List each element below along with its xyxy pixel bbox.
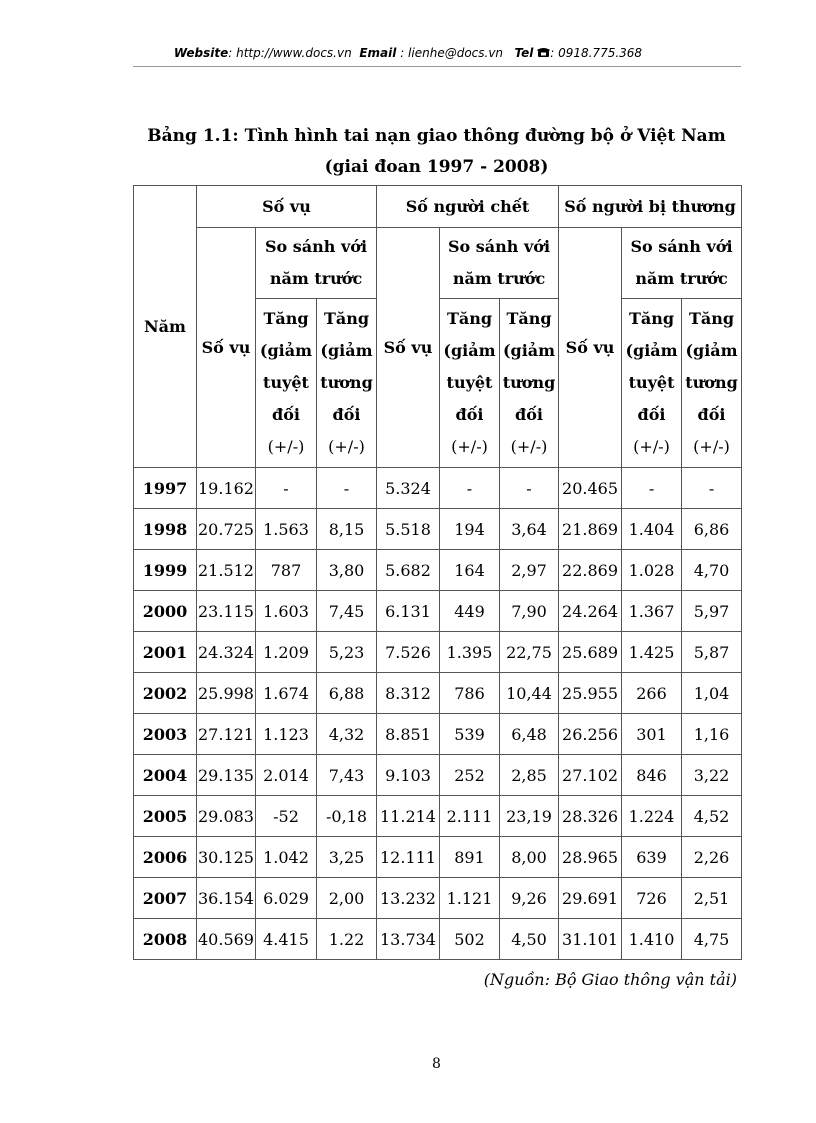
sub-header-relative: Tăng (giảm tương đối (+/-) [682, 299, 742, 468]
sub-header-relative: Tăng (giảm tương đối (+/-) [317, 299, 377, 468]
table-row [134, 591, 742, 632]
table-row [134, 919, 742, 960]
header-row-1 [134, 186, 742, 228]
row-year: 2001 [134, 632, 197, 673]
table-cell: - [622, 468, 682, 509]
table-cell: 846 [622, 755, 682, 796]
table-cell: 639 [622, 837, 682, 878]
table-row [134, 509, 742, 550]
table-cell: 4,50 [500, 919, 559, 960]
table-cell: 502 [440, 919, 500, 960]
group-header-deaths: Số người chết [377, 186, 559, 228]
table-cell: 7,90 [500, 591, 559, 632]
table-row [134, 714, 742, 755]
table-cell: - [682, 468, 742, 509]
table-cell: 1.028 [622, 550, 682, 591]
table-cell: 1.563 [256, 509, 317, 550]
table-cell: 29.691 [559, 878, 622, 919]
table-cell: -0,18 [317, 796, 377, 837]
table-cell: 7,45 [317, 591, 377, 632]
table-cell: 6.131 [377, 591, 440, 632]
table-cell: 3,80 [317, 550, 377, 591]
accident-table [133, 185, 742, 960]
sub-header-count: Số vụ [197, 228, 256, 468]
table-cell: - [256, 468, 317, 509]
table-cell: 1.209 [256, 632, 317, 673]
table-cell: 30.125 [197, 837, 256, 878]
table-cell: 1.121 [440, 878, 500, 919]
table-cell: 2,97 [500, 550, 559, 591]
table-cell: 13.734 [377, 919, 440, 960]
table-cell: 1.224 [622, 796, 682, 837]
table-cell: 28.965 [559, 837, 622, 878]
sub-header-absolute: Tăng (giảm tuyệt đối (+/-) [256, 299, 317, 468]
table-cell: 20.725 [197, 509, 256, 550]
table-cell: 1.395 [440, 632, 500, 673]
row-year: 2000 [134, 591, 197, 632]
row-year: 2005 [134, 796, 197, 837]
phone-icon [537, 47, 550, 58]
row-year: 2008 [134, 919, 197, 960]
table-cell: 891 [440, 837, 500, 878]
table-cell: 2.014 [256, 755, 317, 796]
table-cell: 4,70 [682, 550, 742, 591]
table-cell: 2,51 [682, 878, 742, 919]
table-row [134, 468, 742, 509]
table-cell: 21.512 [197, 550, 256, 591]
table-cell: 20.465 [559, 468, 622, 509]
table-cell: 23,19 [500, 796, 559, 837]
table-cell: 1.674 [256, 673, 317, 714]
table-cell: 22,75 [500, 632, 559, 673]
col-year-header: Năm [134, 186, 197, 468]
table-cell: - [440, 468, 500, 509]
table-cell: 29.135 [197, 755, 256, 796]
header-divider [133, 66, 741, 67]
table-cell: 24.264 [559, 591, 622, 632]
table-cell: 1.425 [622, 632, 682, 673]
table-cell: 8,00 [500, 837, 559, 878]
table-cell: 5.682 [377, 550, 440, 591]
table-cell: 449 [440, 591, 500, 632]
table-cell: 1,16 [682, 714, 742, 755]
sub-header-relative: Tăng (giảm tương đối (+/-) [500, 299, 559, 468]
row-year: 1997 [134, 468, 197, 509]
table-cell: 9,26 [500, 878, 559, 919]
table-cell: 6,48 [500, 714, 559, 755]
row-year: 2002 [134, 673, 197, 714]
table-cell: 26.256 [559, 714, 622, 755]
table-title-line1: Bảng 1.1: Tình hình tai nạn giao thông đường bộ ở Việt Nam [147, 126, 726, 146]
table-cell: 19.162 [197, 468, 256, 509]
table-cell: 786 [440, 673, 500, 714]
table-cell: 9.103 [377, 755, 440, 796]
table-cell: 5,23 [317, 632, 377, 673]
group-header-accidents: Số vụ [197, 186, 377, 228]
table-cell: 25.689 [559, 632, 622, 673]
table-cell: 6,86 [682, 509, 742, 550]
table-row [134, 632, 742, 673]
row-year: 2004 [134, 755, 197, 796]
table-cell: 4,52 [682, 796, 742, 837]
table-cell: 1.603 [256, 591, 317, 632]
table-cell: 12.111 [377, 837, 440, 878]
table-cell: 2,26 [682, 837, 742, 878]
table-cell: 40.569 [197, 919, 256, 960]
table-cell: 36.154 [197, 878, 256, 919]
row-year: 1999 [134, 550, 197, 591]
table-cell: 194 [440, 509, 500, 550]
table-cell: 2,85 [500, 755, 559, 796]
table-cell: 6,88 [317, 673, 377, 714]
table-cell: 13.232 [377, 878, 440, 919]
source-note: (Nguồn: Bộ Giao thông vận tải) [483, 970, 737, 989]
table-row [134, 755, 742, 796]
page-number: 8 [432, 1056, 441, 1072]
table-cell: 4.415 [256, 919, 317, 960]
table-title-line2: (giai đoan 1997 - 2008) [324, 157, 549, 177]
table-cell: 10,44 [500, 673, 559, 714]
table-cell: 4,75 [682, 919, 742, 960]
tel-label: Tel [514, 46, 534, 60]
table-cell: 7.526 [377, 632, 440, 673]
table-cell: 3,22 [682, 755, 742, 796]
table-row [134, 796, 742, 837]
sub-header-compare: So sánh với năm trước [622, 228, 742, 299]
table-cell: -52 [256, 796, 317, 837]
sub-header-absolute: Tăng (giảm tuyệt đối (+/-) [440, 299, 500, 468]
table-cell: 28.326 [559, 796, 622, 837]
sub-header-compare: So sánh với năm trước [256, 228, 377, 299]
email-label: Email [359, 46, 397, 60]
website-label: Website [173, 46, 229, 60]
table-cell: 3,64 [500, 509, 559, 550]
table-cell: - [500, 468, 559, 509]
tel-value: : 0918.775.368 [550, 46, 643, 60]
table-cell: 24.324 [197, 632, 256, 673]
table-cell: 21.869 [559, 509, 622, 550]
table-cell: 7,43 [317, 755, 377, 796]
table-cell: - [317, 468, 377, 509]
table-cell: 1.410 [622, 919, 682, 960]
table-cell: 25.955 [559, 673, 622, 714]
table-cell: 27.121 [197, 714, 256, 755]
table-cell: 2.111 [440, 796, 500, 837]
table-cell: 539 [440, 714, 500, 755]
table-cell: 2,00 [317, 878, 377, 919]
sub-header-count: Số vụ [559, 228, 622, 468]
table-row [134, 837, 742, 878]
table-cell: 301 [622, 714, 682, 755]
table-cell: 1,04 [682, 673, 742, 714]
website-value: : http://www.docs.vn [228, 46, 352, 60]
table-cell: 8.312 [377, 673, 440, 714]
table-cell: 8,15 [317, 509, 377, 550]
table-cell: 31.101 [559, 919, 622, 960]
group-header-injuries: Số người bị thương [559, 186, 742, 228]
table-cell: 25.998 [197, 673, 256, 714]
table-cell: 23.115 [197, 591, 256, 632]
table-cell: 5,97 [682, 591, 742, 632]
sub-header-absolute: Tăng (giảm tuyệt đối (+/-) [622, 299, 682, 468]
table-row [134, 878, 742, 919]
table-title [0, 121, 816, 183]
row-year: 2006 [134, 837, 197, 878]
table-cell: 787 [256, 550, 317, 591]
table-cell: 5.324 [377, 468, 440, 509]
table-cell: 1.367 [622, 591, 682, 632]
table-cell: 6.029 [256, 878, 317, 919]
table-cell: 1.22 [317, 919, 377, 960]
row-year: 2003 [134, 714, 197, 755]
table-cell: 8.851 [377, 714, 440, 755]
table-cell: 726 [622, 878, 682, 919]
table-cell: 3,25 [317, 837, 377, 878]
table-cell: 266 [622, 673, 682, 714]
sub-header-compare: So sánh với năm trước [440, 228, 559, 299]
table-cell: 1.404 [622, 509, 682, 550]
table-cell: 4,32 [317, 714, 377, 755]
header-row-2 [134, 228, 742, 299]
sub-header-count: Số vụ [377, 228, 440, 468]
table-row [134, 673, 742, 714]
table-cell: 11.214 [377, 796, 440, 837]
table-cell: 252 [440, 755, 500, 796]
table-body [134, 468, 742, 960]
table-cell: 1.042 [256, 837, 317, 878]
row-year: 2007 [134, 878, 197, 919]
table-cell: 27.102 [559, 755, 622, 796]
table-cell: 1.123 [256, 714, 317, 755]
table-cell: 5,87 [682, 632, 742, 673]
table-cell: 164 [440, 550, 500, 591]
table-cell: 22.869 [559, 550, 622, 591]
email-value: : lienhe@docs.vn [400, 46, 504, 60]
table-row [134, 550, 742, 591]
row-year: 1998 [134, 509, 197, 550]
page-header [0, 46, 816, 60]
table-cell: 29.083 [197, 796, 256, 837]
table-cell: 5.518 [377, 509, 440, 550]
